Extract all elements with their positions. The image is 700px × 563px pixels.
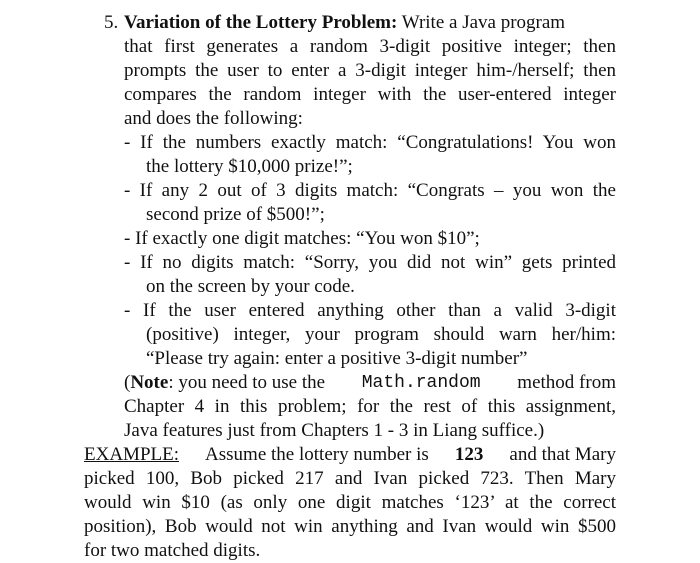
- problem-title-line: [124, 11, 616, 35]
- intro-line-1: Write a Java program: [401, 12, 566, 33]
- note-post: method from: [517, 372, 616, 393]
- rule-2-line-2: second prize of $500!”;: [146, 204, 325, 225]
- note-line-2: Chapter 4 in this problem; for the rest of this assignment,: [124, 396, 616, 417]
- rule-5-line-1-wrap: [124, 299, 616, 323]
- rule-1-line-2: the lottery $10,000 prize!”;: [146, 156, 353, 177]
- example-line-2-wrap: [84, 467, 616, 491]
- rule-4-line-1: - If no digits match: “Sorry, you did not win” gets printed: [124, 252, 616, 273]
- intro-line-3: prompts the user to enter a 3-digit integer him-/herself; then: [124, 60, 616, 81]
- intro-line-4: compares the random integer with the user-entered integer: [124, 84, 616, 105]
- lottery-number: 123: [454, 444, 484, 465]
- example-line-3: would win $10 (as only one digit matches ‘123’ at the correct: [84, 492, 616, 513]
- example-line-4-wrap: [84, 515, 616, 539]
- note-line-1: [124, 371, 616, 395]
- rule-5-line-1: - If the user entered anything other than a valid 3-digit: [124, 300, 616, 321]
- example-line-4: position), Bob would not win anything and Ivan would win $500: [84, 516, 616, 537]
- rule-1-line-1-wrap: [124, 131, 616, 155]
- example-line-1-pre: Assume the lottery number is: [205, 444, 429, 465]
- intro-line-4-wrap: [124, 83, 616, 107]
- example-line-3-wrap: [84, 491, 616, 515]
- note-line-3: Java features just from Chapters 1 - 3 in Liang suffice.): [124, 420, 545, 441]
- intro-line-2-wrap: [124, 35, 616, 59]
- note-line-2-wrap: [124, 395, 616, 419]
- rule-4-line-2: on the screen by your code.: [146, 276, 355, 297]
- example-line-1-post: and that Mary: [509, 444, 616, 465]
- rule-4-line-1-wrap: [124, 251, 616, 275]
- example-line-2: picked 100, Bob picked 217 and Ivan picked 723. Then Mary: [84, 468, 616, 489]
- rule-5-line-2-wrap: [146, 323, 616, 347]
- rule-3-line-1: - If exactly one digit matches: “You won $10”;: [124, 228, 480, 249]
- rule-2-line-1: - If any 2 out of 3 digits match: “Congrats – you won the: [124, 180, 616, 201]
- intro-line-2: that first generates a random 3-digit positive integer; then: [124, 36, 616, 57]
- rule-1-line-1: - If the numbers exactly match: “Congratulations! You won: [124, 132, 616, 153]
- rule-2-line-1-wrap: [124, 179, 616, 203]
- intro-line-5: and does the following:: [124, 108, 303, 129]
- note-code: Math.random: [361, 373, 481, 393]
- note-intro: (Note: you need to use the: [124, 372, 326, 393]
- note-label: Note: [130, 372, 169, 393]
- intro-line-3-wrap: [124, 59, 616, 83]
- example-line-1: [84, 443, 616, 467]
- rule-5-line-2: (positive) integer, your program should warn her/him:: [146, 324, 616, 345]
- example-line-5: for two matched digits.: [84, 540, 261, 561]
- problem-number: 5.: [104, 12, 119, 33]
- problem-title: Variation of the Lottery Problem:: [124, 12, 398, 33]
- example-label: EXAMPLE:: [84, 444, 179, 465]
- rule-5-line-3: “Please try again: enter a positive 3-digit number”: [146, 348, 528, 369]
